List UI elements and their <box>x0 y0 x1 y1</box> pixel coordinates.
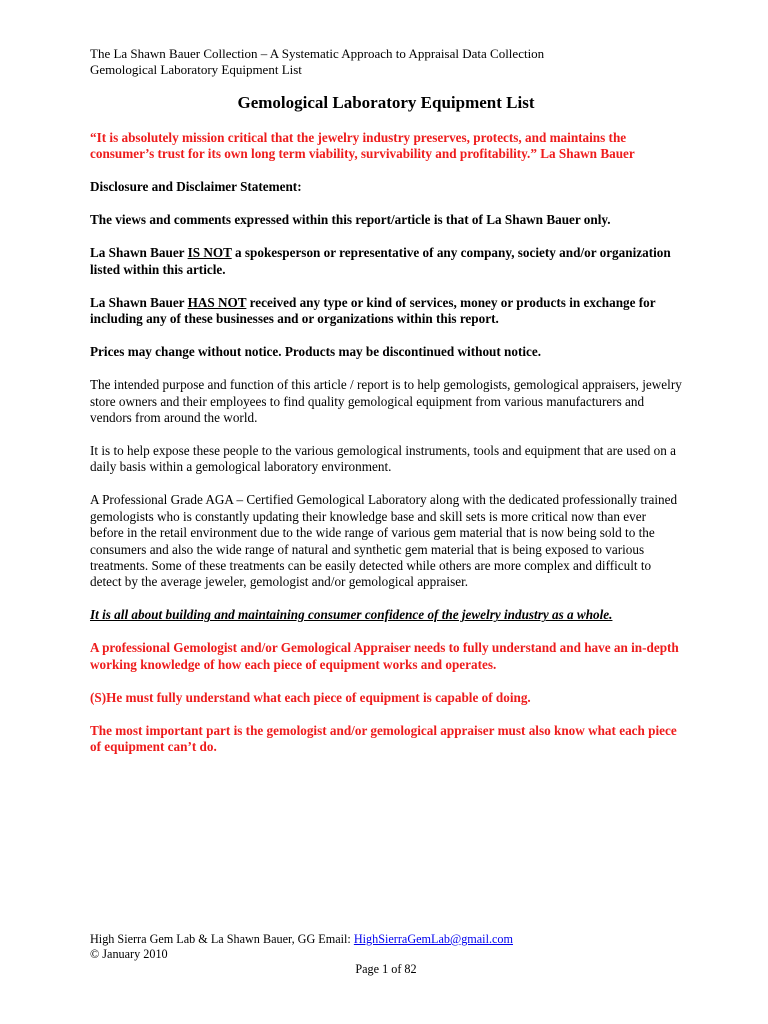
expose-paragraph: It is to help expose these people to the various gemological instruments, tools and equipment that are used on a daily basis within a gemological laboratory environment. <box>90 443 676 475</box>
purpose-paragraph: The intended purpose and function of this article / report is to help gemologists, gemological appraisers, jewelry store owners and their employees to find quality gemological equipment from various manufacturers and vendors from around the world. <box>90 377 682 426</box>
disclosure-heading: Disclosure and Disclaimer Statement: <box>90 179 302 195</box>
header-document-title: Gemological Laboratory Equipment List <box>90 62 302 77</box>
statement-text: La Shawn Bauer <box>90 245 188 261</box>
email-link[interactable]: HighSierraGemLab@gmail.com <box>353 932 513 946</box>
footer-contact-line <box>90 932 682 947</box>
prices-notice: Prices may change without notice. Products may be discontinued without notice. <box>90 344 542 360</box>
document-body <box>90 130 682 772</box>
emphasis-has-not: HAS NOT <box>187 294 247 310</box>
running-header <box>90 46 544 78</box>
emphasis-is-not: IS NOT <box>187 245 232 261</box>
document-page <box>90 0 682 1024</box>
statement-text: La Shawn Bauer <box>90 294 188 310</box>
page-footer <box>90 932 682 962</box>
understanding-paragraph: A professional Gemologist and/or Gemological Appraiser needs to fully understand and have an in-depth working knowledge of how each piece of equipment works and operates. <box>90 640 679 672</box>
mission-quote: “It is absolutely mission critical that the jewelry industry preserves, protects, and maintains the consumer’s trust for its own long term viability, survivability and profitability.” La Shawn Bauer <box>90 130 635 162</box>
statement-text: received any type or kind of services, money or products in exchange for including any of these businesses and or organizations within this report. <box>90 294 656 327</box>
page-title: Gemological Laboratory Equipment List <box>237 93 535 112</box>
statement-text: a spokesperson or representative of any company, society and/or organization listed within this article. <box>90 245 671 277</box>
footer-copyright: © January 2010 <box>90 947 168 961</box>
not-spokesperson-statement <box>90 245 682 278</box>
header-collection-title: The La Shawn Bauer Collection – A Systematic Approach to Appraisal Data Collection <box>90 46 545 61</box>
confidence-statement: It is all about building and maintaining consumer confidence of the jewelry industry as a whole. <box>90 607 613 623</box>
limitations-paragraph: The most important part is the gemologist and/or gemological appraiser must also know what each piece of equipment can’t do. <box>90 722 677 755</box>
page-number: Page 1 of 82 <box>355 962 417 976</box>
views-statement: The views and comments expressed within this report/article is that of La Shawn Bauer only. <box>90 212 611 228</box>
capability-paragraph: (S)He must fully understand what each piece of equipment is capable of doing. <box>90 689 531 705</box>
footer-author: High Sierra Gem Lab & La Shawn Bauer, GG Email: <box>90 932 354 946</box>
lab-paragraph: A Professional Grade AGA – Certified Gemological Laboratory along with the dedicated professionally trained gemologists who is constantly updating their knowledge base and skill sets is more critical now than ever before in the retail environment due to the wide range of various gem material that is now being sold to the consumers and also the wide range of natural and synthetic gem material that is being exposed to various treatments. Some of these treatments can be easily detected while others are more complex and difficult to detect by the average jeweler, gemologist and/or gemological appraiser. <box>90 492 678 590</box>
not-received-statement <box>90 295 682 328</box>
